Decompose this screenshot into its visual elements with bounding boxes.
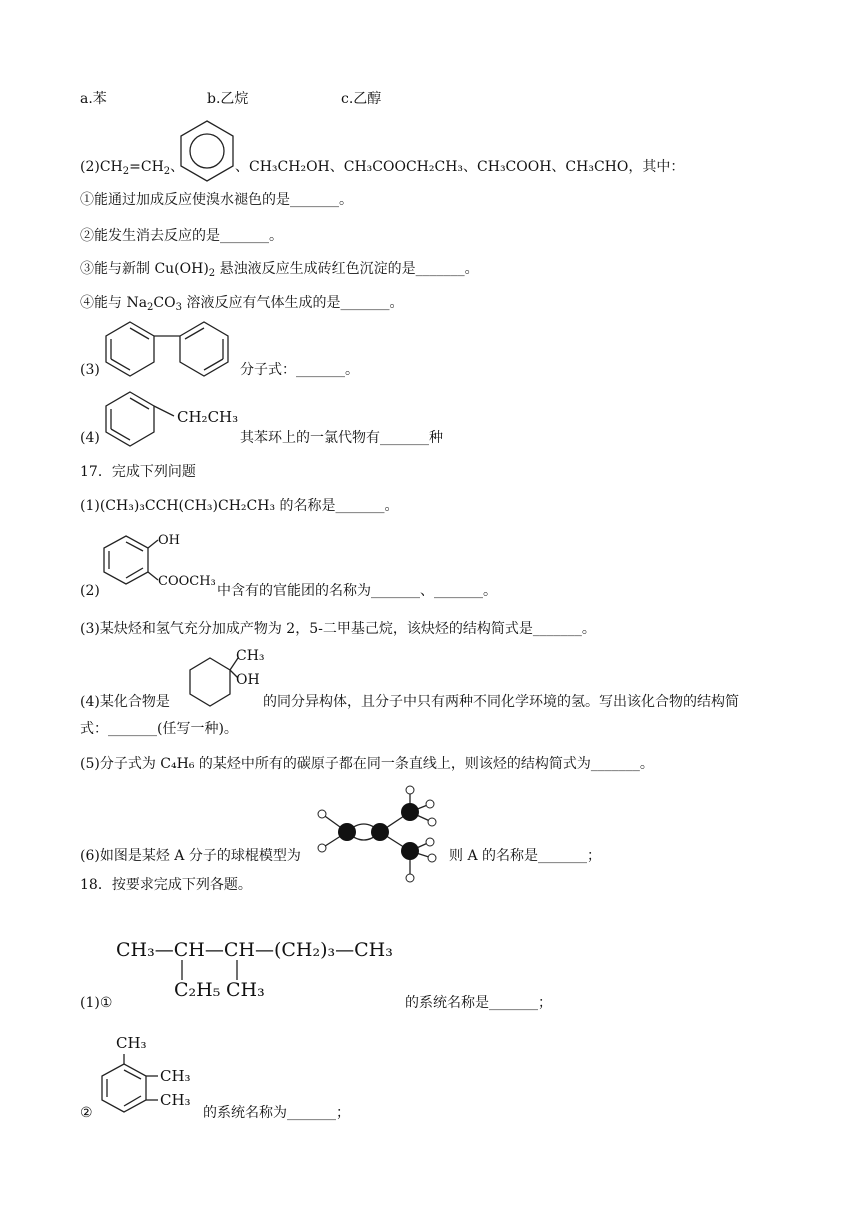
q18-p1-num: (1)①: [80, 995, 113, 1011]
q17-p6-a: (6)如图是某烃 A 分子的球棍模型为: [80, 848, 301, 864]
oh-label-2: OH: [236, 672, 260, 688]
q17-p6-b: 则 A 的名称是_______；: [449, 848, 602, 864]
ethylbenzene-structure-icon: [100, 388, 240, 448]
methyl-branch-label: CH₃: [226, 979, 265, 1001]
q17-p4-a: (4)某化合物是: [80, 694, 170, 710]
q16-p2-items: 、CH₃CH₂OH、CH₃COOCH₂CH₃、CH₃COOH、CH₃CHO，其中：: [235, 159, 685, 175]
q16-s4-b: CO: [153, 295, 176, 311]
q16-s3-b: 悬浊液反应生成砖红色沉淀的是_______。: [215, 261, 479, 277]
methylcyclohexanol-structure-icon: [180, 648, 265, 720]
q17-p1: (1)(CH₃)₃CCH(CH₃)CH₂CH₃ 的名称是_______。: [80, 498, 399, 514]
q17-p4-b: 的同分异构体，且分子中只有两种不同化学环境的氢。写出该化合物的结构简: [263, 694, 739, 710]
q17-p2-num: (2): [80, 583, 100, 599]
q16-p2-prefix: (2)CH: [80, 159, 123, 175]
main-chain-label: CH₃—CH—CH—(CH₂)₃—CH₃: [116, 939, 393, 961]
q16-p4-text: 其苯环上的一氯代物有_______种: [240, 430, 443, 446]
xyl-mid-label: CH₃: [160, 1067, 191, 1085]
q16-s3: ③能与新制 $Cu(OH)_2$ 悬浊液反应生成砖红色沉淀的是_______。: [80, 261, 479, 279]
q16-p2-line: $(2)CH_2=CH_2$、: [80, 159, 185, 177]
q16-s4: ④能与 $Na_2CO_3$ 溶液反应有气体生成的是_______。: [80, 295, 404, 313]
ch3-label: CH₃: [236, 648, 265, 664]
q17-p3: (3)某炔烃和氢气充分加成产物为 2，5-二甲基己烷，该炔烃的结构简式是_______。: [80, 621, 596, 637]
ethyl-branch-label: C₂H₅: [174, 979, 221, 1001]
q16-s1: ①能通过加成反应使溴水褪色的是_______。: [80, 192, 353, 208]
q16-p4-num: (4): [80, 430, 100, 446]
q17-p2-text: 中含有的官能团的名称为_______、_______。: [217, 583, 497, 599]
biphenyl-structure-icon: [100, 318, 240, 378]
option-b: b.乙烷: [207, 91, 249, 107]
q16-s3-a: ③能与新制 Cu(OH): [80, 261, 209, 277]
q17-title: 17．完成下列问题: [80, 464, 196, 480]
option-a: a.苯: [80, 91, 107, 107]
q17-p5: (5)分子式为 C₄H₆ 的某烃中所有的碳原子都在同一条直线上，则该烃的结构简式为_______。: [80, 756, 654, 772]
q17-p4-c: 式：_______(任写一种)。: [80, 721, 238, 737]
ball-stick-model-icon: [312, 780, 452, 890]
oh-label: OH: [158, 533, 180, 548]
option-c: c.乙醇: [341, 91, 382, 107]
benzene-ring-icon: [177, 118, 237, 188]
q16-s2: ②能发生消去反应的是_______。: [80, 228, 283, 244]
q18-p2-num: ②: [80, 1105, 93, 1121]
q18-p1-text: 的系统名称是_______；: [405, 995, 552, 1011]
methyl-salicylate-structure-icon: [100, 530, 220, 590]
trimethylbenzene-structure-icon: [94, 1030, 204, 1120]
ethyl-label: CH₂CH₃: [177, 408, 239, 426]
q16-p3-text: 分子式：_______。: [240, 362, 359, 378]
xyl-bot-label: CH₃: [160, 1091, 191, 1109]
ester-label: COOCH₃: [158, 574, 216, 589]
q18-title: 18．按要求完成下列各题。: [80, 877, 252, 893]
branched-alkane-structure-icon: [116, 932, 416, 1004]
q16-s4-a: ④能与 Na: [80, 295, 148, 311]
q18-p2-text: 的系统名称为_______；: [203, 1105, 350, 1121]
xyl-top-label: CH₃: [116, 1034, 147, 1052]
q16-s4-c: 溶液反应有气体生成的是_______。: [182, 295, 404, 311]
q16-p3-num: (3): [80, 362, 100, 378]
